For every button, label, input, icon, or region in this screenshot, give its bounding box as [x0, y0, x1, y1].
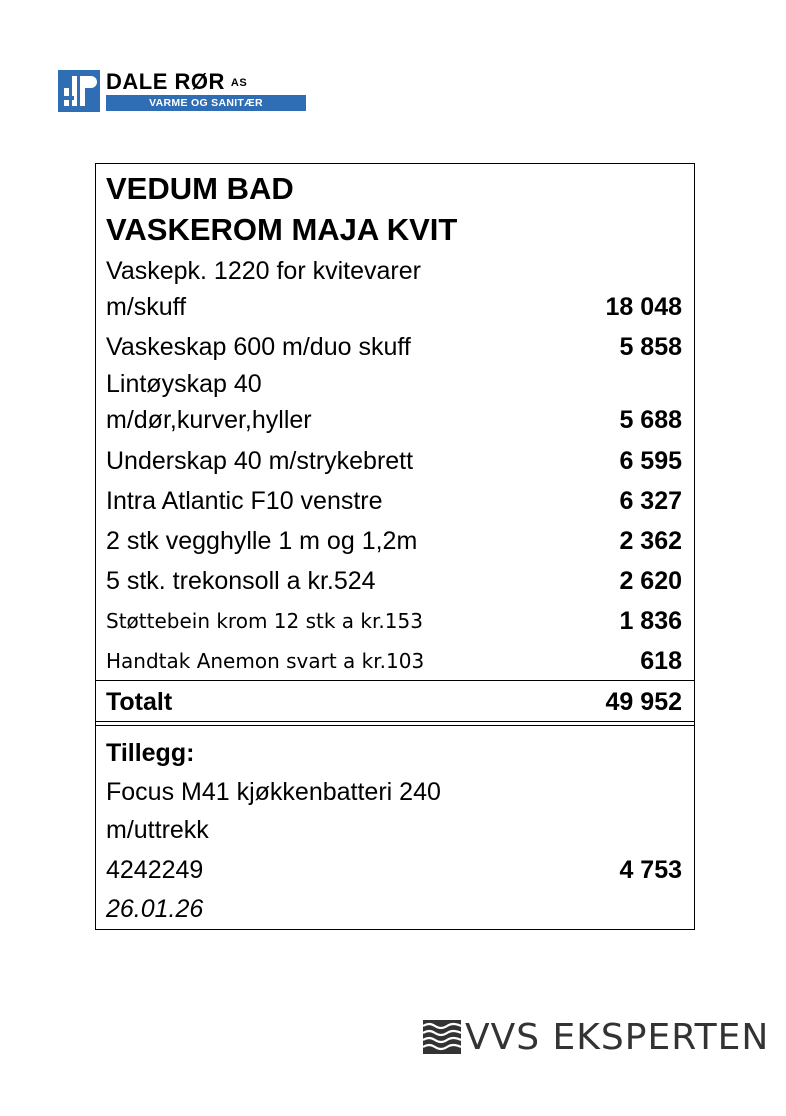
- item-description: Intra Atlantic F10 venstre: [106, 487, 383, 515]
- item-amount: 2 620: [619, 567, 682, 595]
- total-divider: [96, 680, 694, 681]
- vvs-eksperten-name: VVS EKSPERTEN: [465, 1017, 770, 1058]
- item-description: 2 stk vegghylle 1 m og 1,2m: [106, 527, 418, 555]
- logo-company-name: DALE RØR AS: [106, 69, 248, 94]
- logo-tagline: VARME OG SANITÆR: [106, 95, 306, 111]
- dale-ror-logo-icon: [58, 70, 100, 112]
- dale-ror-logo: [58, 70, 308, 112]
- item-description: Lintøyskap 40: [106, 370, 262, 398]
- item-description: m/dør,kurver,hyller: [106, 406, 312, 434]
- offer-box: [95, 163, 695, 930]
- addon-divider: [96, 721, 694, 726]
- offer-date: 26.01.26: [106, 895, 204, 923]
- item-amount: 6 595: [619, 447, 682, 475]
- addon-label: Tillegg:: [106, 739, 195, 767]
- addon-amount: 4 753: [619, 856, 682, 884]
- addon-description: Focus M41 kjøkkenbatteri 240: [106, 778, 441, 806]
- item-amount: 2 362: [619, 527, 682, 555]
- item-amount: 618: [640, 647, 682, 675]
- vvs-eksperten-logo: [423, 1014, 770, 1064]
- item-description: 5 stk. trekonsoll a kr.524: [106, 567, 376, 595]
- addon-article-number: 4242249: [106, 856, 204, 884]
- waves-icon: [423, 1020, 461, 1054]
- offer-title: VEDUM BAD: [106, 171, 294, 206]
- item-description: Støttebein krom 12 stk a kr.153: [106, 609, 423, 633]
- offer-subtitle: VASKEROM MAJA KVIT: [106, 212, 458, 247]
- item-description: m/skuff: [106, 293, 187, 321]
- total-label: Totalt: [106, 688, 173, 716]
- item-amount: 6 327: [619, 487, 682, 515]
- addon-description: m/uttrekk: [106, 816, 209, 844]
- item-description: Vaskeskap 600 m/duo skuff: [106, 333, 411, 361]
- item-amount: 5 858: [619, 333, 682, 361]
- total-amount: 49 952: [605, 688, 682, 716]
- item-amount: 1 836: [619, 607, 682, 635]
- item-description: Handtak Anemon svart a kr.103: [106, 649, 425, 673]
- item-description: Underskap 40 m/strykebrett: [106, 447, 414, 475]
- item-description: Vaskepk. 1220 for kvitevarer: [106, 257, 421, 285]
- item-amount: 5 688: [619, 406, 682, 434]
- item-amount: 18 048: [605, 293, 682, 321]
